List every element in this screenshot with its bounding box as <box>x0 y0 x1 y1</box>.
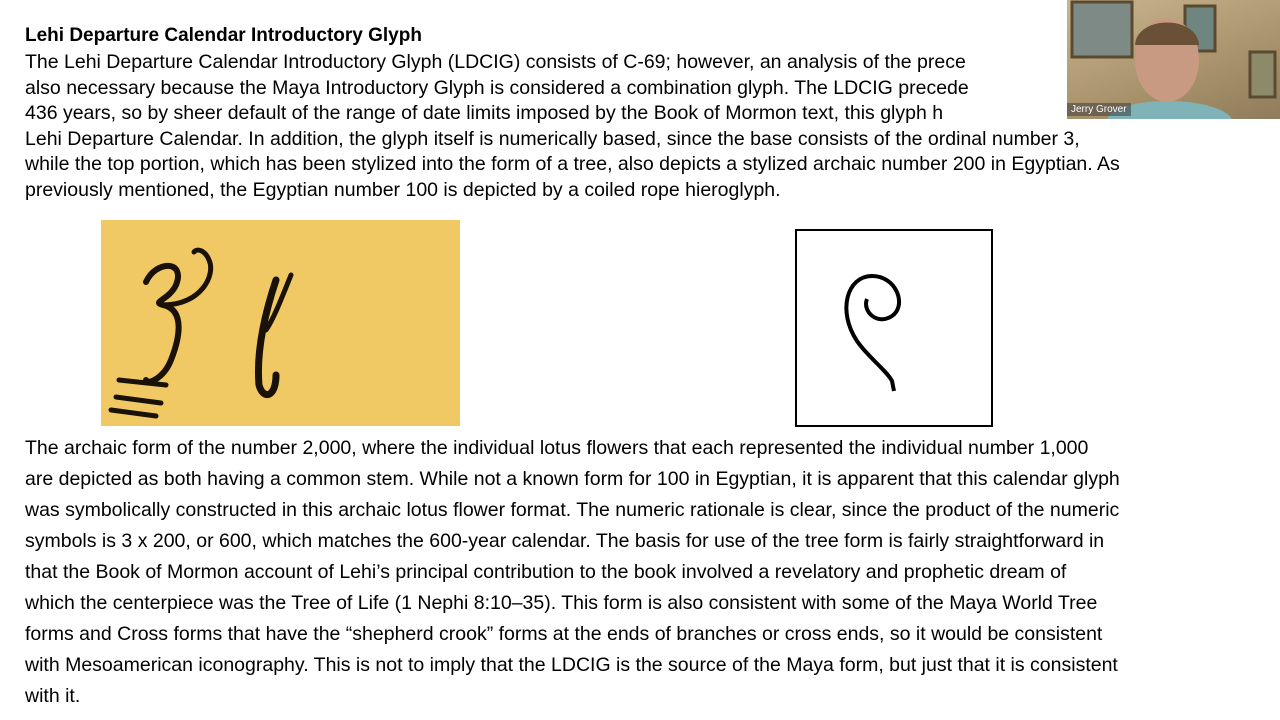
text-line: symbols is 3 x 200, or 600, which matches the 600-year calendar. The basis for use of the tree form is fairly straightforward in <box>25 530 1105 552</box>
text-line: with it. <box>25 685 81 707</box>
video-feed-icon <box>1067 0 1280 119</box>
text-line: which the centerpiece was the Tree of Life (1 Nephi 8:10–35). This form is also consistent with some of the Maya World Tree <box>25 592 1098 614</box>
text-line: that the Book of Mormon account of Lehi’s principal contribution to the book involved a revelatory and prophetic dream of <box>25 561 1067 583</box>
coiled-rope-glyph-image <box>795 229 993 427</box>
text-line: while the top portion, which has been stylized into the form of a tree, also depicts a stylized archaic number 200 in Egyptian. As <box>25 153 1120 175</box>
text-line: also necessary because the Maya Introductory Glyph is considered a combination glyph. The LDCIG precede <box>25 76 969 99</box>
slide-title: Lehi Departure Calendar Introductory Glyph <box>25 25 422 46</box>
text-line: with Mesoamerican iconography. This is not to imply that the LDCIG is the source of the Maya form, but just that it is consistent <box>25 654 1118 676</box>
analysis-paragraph <box>25 433 1120 712</box>
text-line: was symbolically constructed in this archaic lotus flower format. The numeric rationale is clear, since the product of the numeric <box>25 499 1120 521</box>
text-line: The archaic form of the number 2,000, where the individual lotus flowers that each represented the individual number 1,000 <box>25 437 1089 459</box>
parchment-glyph-image <box>101 220 460 426</box>
text-line: Lehi Departure Calendar. In addition, the glyph itself is numerically based, since the base consists of the ordinal number 3, <box>25 127 1080 150</box>
text-line: are depicted as both having a common stem. While not a known form for 100 in Egyptian, it is apparent that this calendar glyph <box>25 468 1120 490</box>
text-line: previously mentioned, the Egyptian number 100 is depicted by a coiled rope hieroglyph. <box>25 178 781 201</box>
participant-name-label: Jerry Grover <box>1067 103 1131 116</box>
text-line: The Lehi Departure Calendar Introductory Glyph (LDCIG) consists of C-69; however, an analysis of the prece <box>25 51 966 73</box>
intro-paragraph <box>25 50 1120 203</box>
participant-video[interactable] <box>1067 0 1280 119</box>
text-line: 436 years, so by sheer default of the range of date limits imposed by the Book of Mormon text, this glyph h <box>25 102 944 124</box>
text-line: forms and Cross forms that have the “shepherd crook” forms at the ends of branches or cross ends, so it would be consistent <box>25 623 1103 645</box>
